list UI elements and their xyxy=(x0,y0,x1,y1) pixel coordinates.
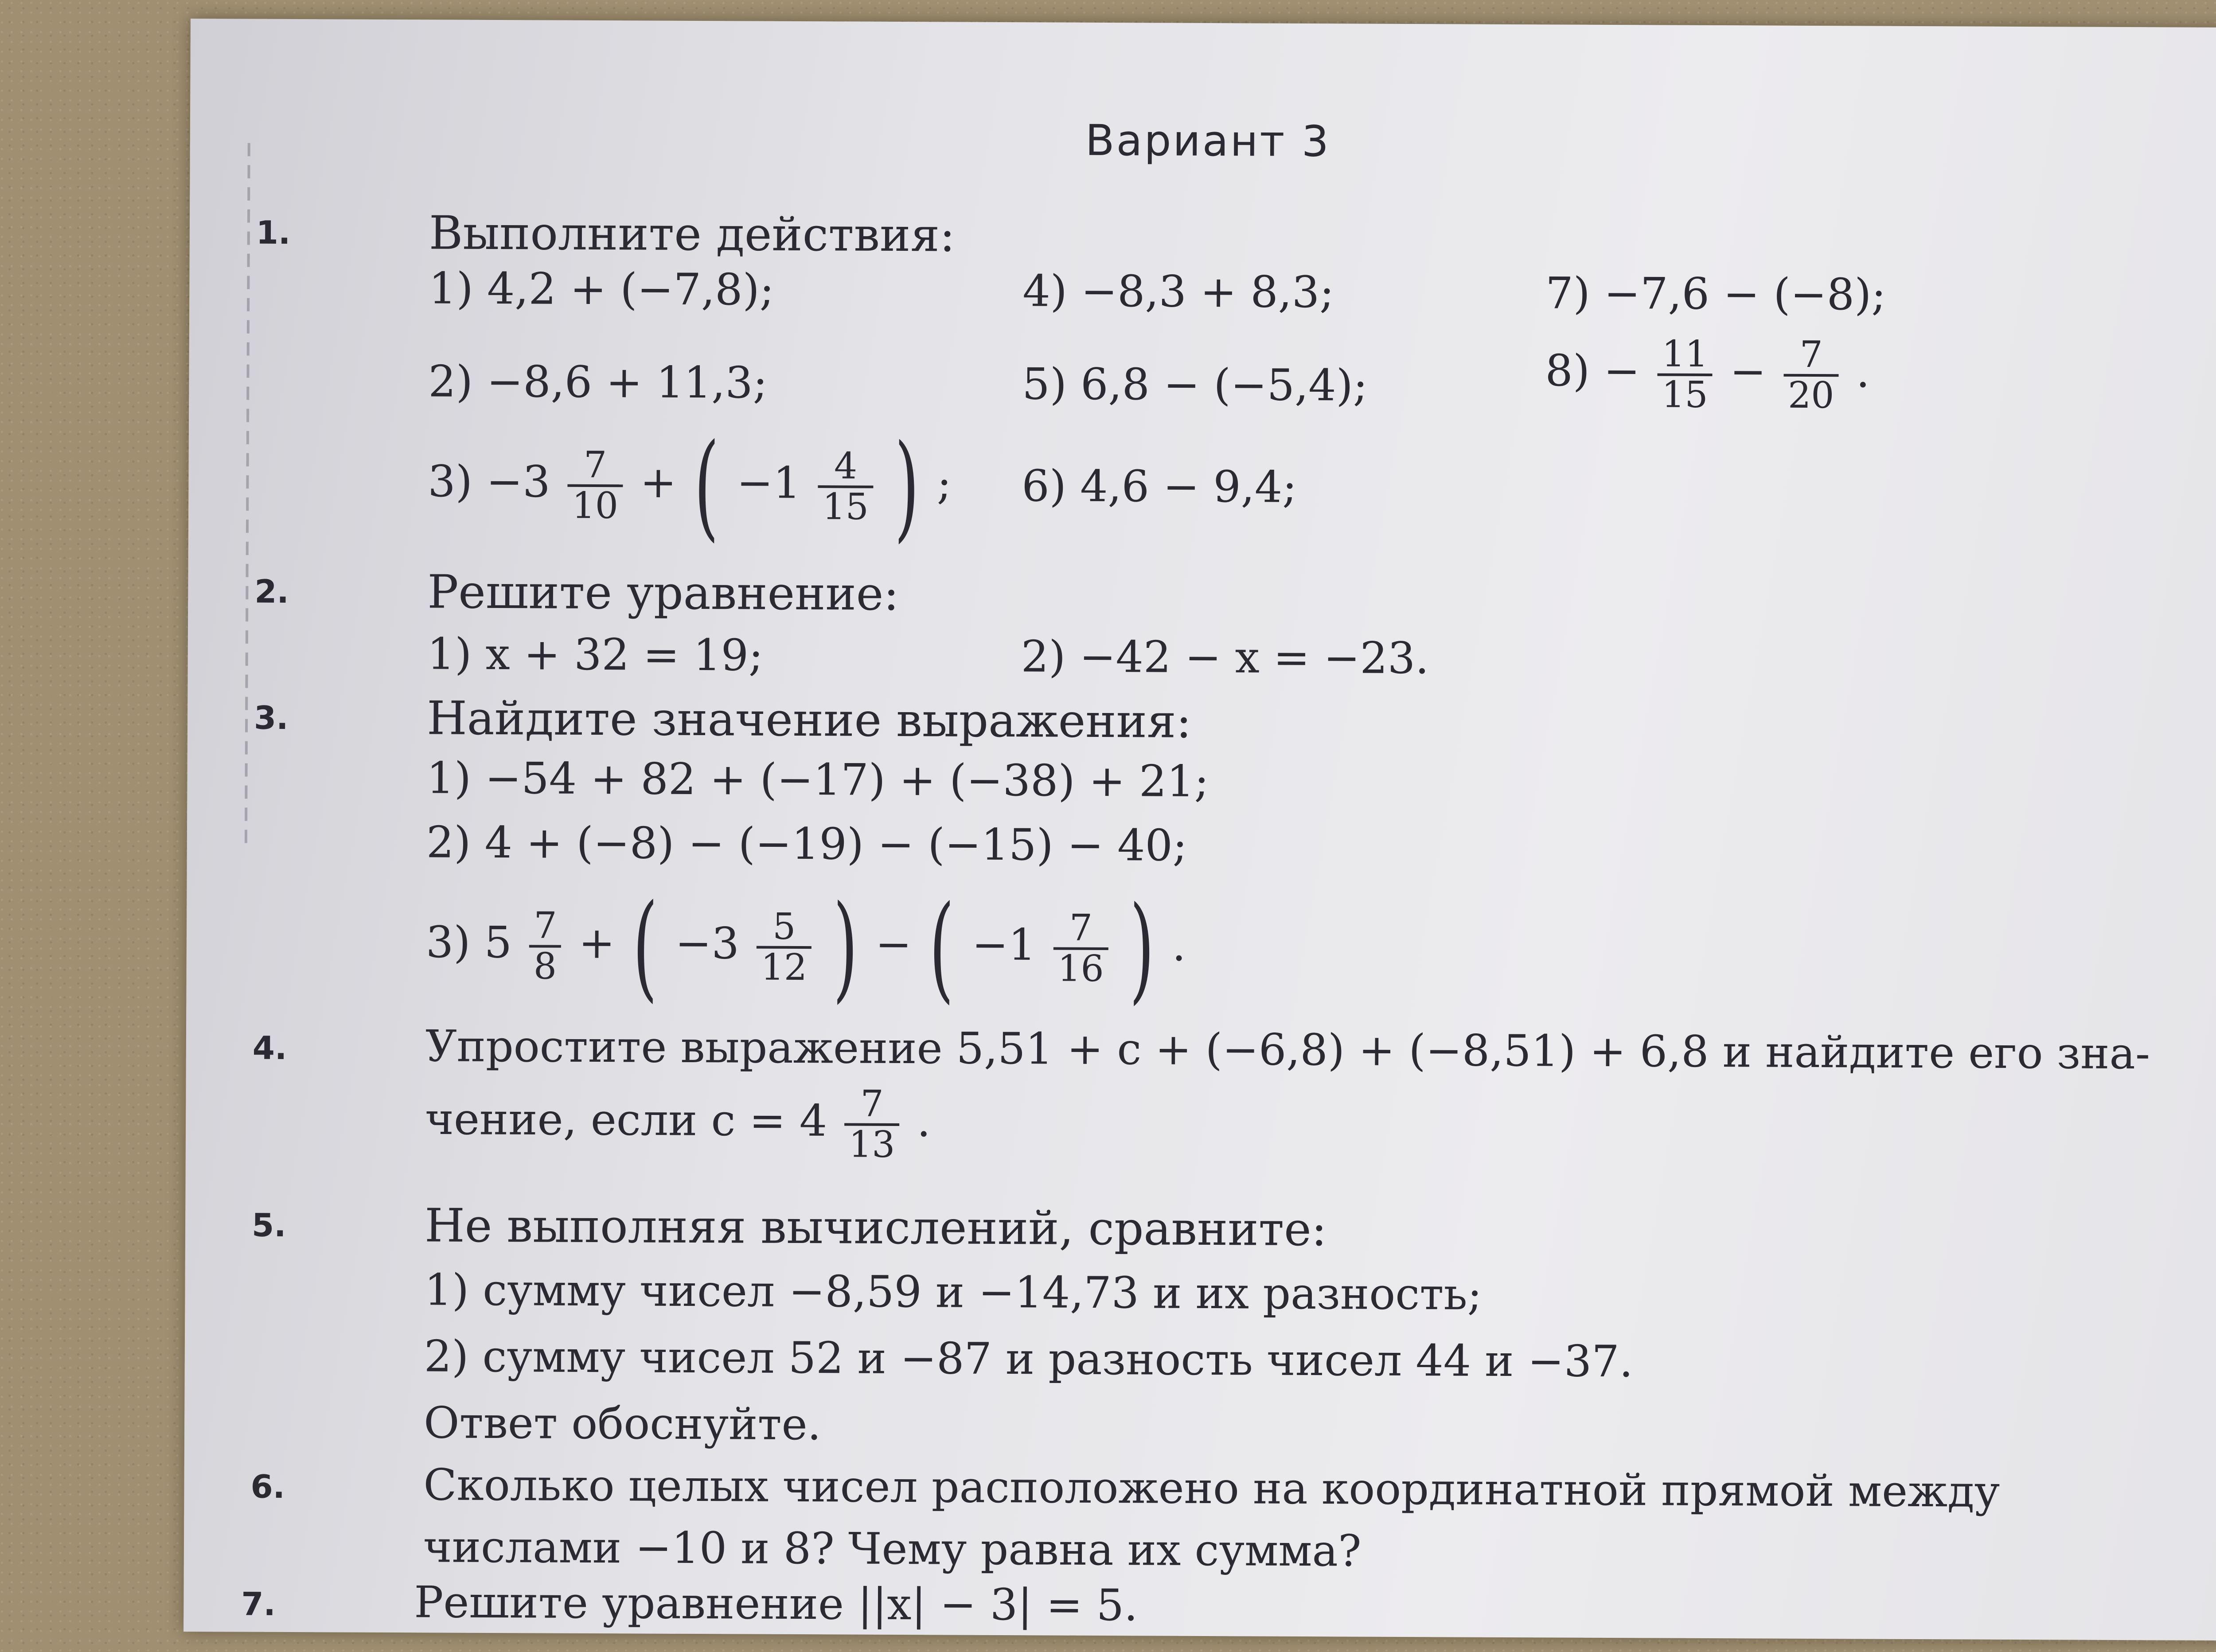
task-text: Сколько целых чисел расположено на координатной прямой между xyxy=(423,1460,2000,1517)
task-text: 1) сумму чисел −8,59 и −14,73 и их разность; xyxy=(424,1265,1483,1320)
expression-item: 2) 4 + (−8) − (−19) − (−15) − 40; xyxy=(426,817,1188,871)
left-paren: ( xyxy=(929,881,955,1015)
right-paren: ) xyxy=(832,881,858,1015)
task-text: Ответ обоснуйте. xyxy=(423,1398,822,1450)
task-text: 2) сумму чисел 52 и −87 и разность чисел 44 и −37. xyxy=(424,1331,1633,1387)
task-heading: Найдите значение выражения: xyxy=(426,691,1192,748)
equation-item: 1) x + 32 = 19; xyxy=(427,629,764,681)
expression-item: 5) 6,8 − (−5,4); xyxy=(1022,359,1368,411)
left-paren: ( xyxy=(694,419,719,553)
expression-item: 7) −7,6 − (−8); xyxy=(1545,268,1886,320)
task-text: Решите уравнение ||x| − 3| = 5. xyxy=(414,1577,1138,1631)
fraction: $\frac{7}{20}$ xyxy=(1783,336,1839,415)
task-number: 6. xyxy=(250,1468,285,1505)
fraction: $\frac{7}{13}$ xyxy=(844,1085,900,1164)
right-paren: ) xyxy=(894,420,920,554)
task-text: Упростите выражение 5,51 + c + (−6,8) + (−8,51) + 6,8 и найдите его зна- xyxy=(425,1021,2150,1079)
fraction: $\frac{5}{12}$ xyxy=(757,908,812,987)
fraction: $\frac{7}{16}$ xyxy=(1053,909,1108,988)
fraction: $\frac{7}{8}$ xyxy=(529,907,562,986)
task-number: 5. xyxy=(251,1206,286,1244)
expression-item: 2) −8,6 + 11,3; xyxy=(428,356,768,409)
fraction: $\frac{11}{15}$ xyxy=(1657,335,1713,414)
task-text: чение, если c = 4 $\frac{7}{13}$ . xyxy=(425,1083,931,1166)
expression-item: 6) 4,6 − 9,4; xyxy=(1022,461,1297,513)
fraction-expression: 8) − $\frac{11}{15}$ − $\frac{7}{20}$ . xyxy=(1545,333,1870,417)
right-paren: ) xyxy=(1129,882,1155,1016)
task-number: 7. xyxy=(241,1585,276,1623)
task-number: 1. xyxy=(256,214,291,251)
expression-item: 1) −54 + 82 + (−17) + (−38) + 21; xyxy=(426,753,1209,807)
task-heading: Решите уравнение: xyxy=(427,565,899,621)
task-number: 4. xyxy=(252,1029,287,1067)
margin-rule xyxy=(245,143,250,852)
left-paren: ( xyxy=(632,880,658,1014)
fraction: $\frac{4}{15}$ xyxy=(818,447,873,526)
fraction: $\frac{7}{10}$ xyxy=(567,446,623,526)
task-number: 2. xyxy=(254,573,289,610)
fraction-expression: 3) 5 $\frac{7}{8}$ + ( −3 $\frac{5}{12}$ ) − ( −1 $\frac{7}{16}$ ) . xyxy=(425,880,1186,1016)
equation-item: 2) −42 − x = −23. xyxy=(1021,631,1429,684)
worksheet-page xyxy=(183,19,2216,1641)
page-title: Вариант 3 xyxy=(1085,115,1331,167)
task-text: числами −10 и 8? Чему равна их сумма? xyxy=(423,1522,1362,1577)
task-heading: Выполните действия: xyxy=(429,206,956,262)
expression-item: 1) 4,2 + (−7,8); xyxy=(429,263,775,316)
expression-item: 4) −8,3 + 8,3; xyxy=(1022,266,1334,318)
fraction-expression: 3) −3 $\frac{7}{10}$ + ( −1 $\frac{4}{15}$ ) ; xyxy=(428,419,952,554)
task-number: 3. xyxy=(254,699,289,736)
task-heading: Не выполняя вычислений, сравните: xyxy=(424,1198,1327,1257)
